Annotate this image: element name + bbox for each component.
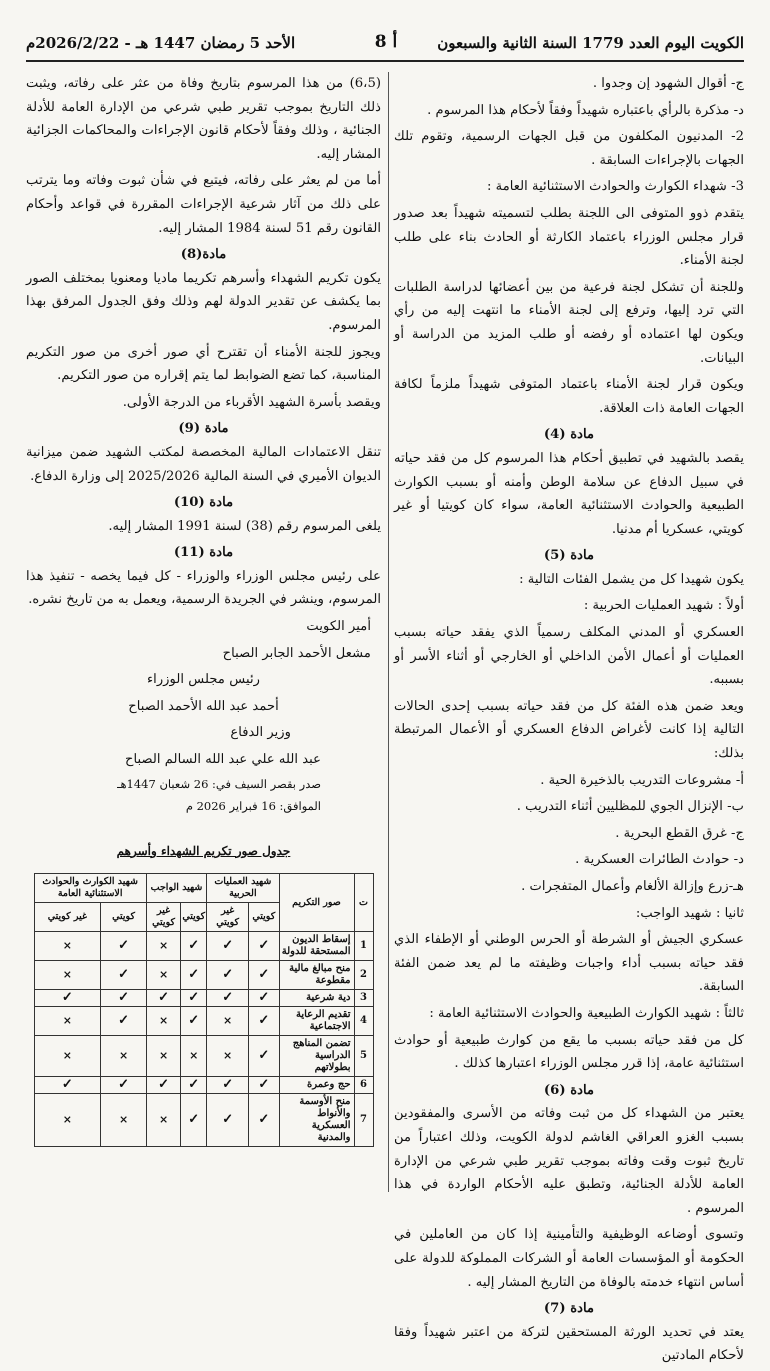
cross-icon: ×	[34, 932, 101, 961]
paragraph: ويقصد بأسرة الشهيد الأقرباء من الدرجة الأولى.	[122, 394, 381, 410]
check-icon: ✓	[181, 990, 207, 1007]
table-row	[34, 932, 373, 961]
paragraph: يقصد بالشهيد في تطبيق أحكام هذا المرسوم كل من فقد حياته في سبيل الدفاع عن سلامة الوطن وأمنه أو بسبب الكوارث الطبيعية والحوادث الاستثنائية العامة، سواء كان كويتيا أو غير كويتي، عسكريا أم مدنيا.	[394, 450, 744, 537]
article-heading: مادة (6)	[543, 1082, 595, 1098]
paragraph: على رئيس مجلس الوزراء والوزراء - كل فيما يخصه - تنفيذ هذا المرسوم، وينشر في الجريدة الرسمية، ويعمل به من تاريخ نشره.	[26, 568, 381, 608]
paragraph: ويعد ضمن هذه الفئة كل من فقد حياته بسبب إحدى الحالات التالية إذا كانت لأغراض الدفاع العسكري أو الأعمال المرتبطة بذلك:	[394, 698, 744, 762]
article-heading: مادة (9)	[178, 421, 229, 437]
right-column	[394, 72, 744, 1371]
table-row	[34, 990, 373, 1007]
column-divider	[388, 72, 389, 1192]
defense-name: عبد الله علي عبد الله السالم الصباح	[124, 752, 321, 768]
paragraph: يتقدم ذوو المتوفى الى اللجنة بطلب لتسميته شهيداً بعد صدور قرار مجلس الوزراء باعتماد الكارثة أو الحادث بناء على طلب لجنة الأمناء.	[394, 205, 744, 269]
row-number: 7	[354, 1094, 373, 1147]
cross-icon: ×	[207, 1007, 249, 1036]
check-icon: ✓	[249, 932, 279, 961]
group-header-military: شهيد العمليات الحربية	[207, 874, 279, 903]
issued-place-date: صدر بقصر السيف في: 26 شعبان 1447هـ	[117, 776, 321, 791]
paragraph: ثالثاً : شهيد الكوارث الطبيعية والحوادث الاستثنائية العامة :	[429, 1005, 744, 1021]
row-number: 4	[354, 1007, 373, 1036]
paragraph: ج- غرق القطع البحرية .	[615, 825, 744, 841]
cross-icon: ×	[34, 1036, 101, 1077]
paragraph: د- مذكرة بالرأي باعتباره شهيداً وفقاً لأحكام هذا المرسوم .	[427, 102, 744, 118]
paragraph: أولاً : شهيد العمليات الحربية :	[583, 598, 744, 614]
amir-title: أمير الكويت	[306, 619, 371, 635]
check-icon: ✓	[181, 1094, 207, 1147]
paragraph: يعتبر من الشهداء كل من ثبت وفاته من الأسرى والمفقودين بسبب الغزو العراقي الغاشم لدولة الكويت، وذلك اعتباراً من تاريخ ثبوت وقت وفاته بموجب تقرير طبي شرعي من الإدارة العامة للأدلة الجنائية، وتطبق عليه الأحكام الواردة في هذا المرسوم .	[394, 1106, 744, 1216]
paragraph: ثانيا : شهيد الواجب:	[635, 905, 744, 921]
check-icon: ✓	[101, 1077, 147, 1094]
check-icon: ✓	[101, 932, 147, 961]
paragraph: د- حوادث الطائرات العسكرية .	[575, 852, 744, 868]
honor-type: دية شرعية	[279, 990, 354, 1007]
article-heading: مادة (10)	[173, 495, 234, 511]
honor-type: تقديم الرعاية الاجتماعية	[279, 1007, 354, 1036]
row-number: 3	[354, 990, 373, 1007]
check-icon: ✓	[207, 990, 249, 1007]
paragraph: وللجنة أن تشكل لجنة فرعية من بين أعضائها لدراسة الطلبات التي ترد إليها، وترفع إلى لجنة الأمناء ما انتهت إليه من رأي ويكون لها اعتماده أو رفضه أو طلب المزيد من الدراسة أو البيانات.	[394, 279, 744, 366]
cross-icon: ×	[181, 1036, 207, 1077]
cross-icon: ×	[146, 1094, 181, 1147]
left-column	[26, 72, 381, 1147]
subheader-non-kuwaiti: غير كويتي	[146, 903, 181, 932]
check-icon: ✓	[146, 1077, 181, 1094]
honor-type: منح مبالغ مالية مقطوعة	[279, 961, 354, 990]
paragraph: أما من لم يعثر على رفاته، فيتبع في شأن ثبوت وفاته وما يترتب على ذلك من آثار شرعية الإجراءات المقررة في قواعد وأحكام القانون رقم 51 لسنة 1984 المشار إليه.	[26, 173, 381, 236]
row-number: 2	[354, 961, 373, 990]
honor-type: حج وعمرة	[279, 1077, 354, 1094]
check-icon: ✓	[207, 1094, 249, 1147]
check-icon: ✓	[34, 1077, 101, 1094]
issue-date: الأحد 5 رمضان 1447 هـ - 2026/2/22م	[26, 34, 296, 52]
paragraph: 2- المدنيون المكلفون من قبل الجهات الرسمية، وتقوم تلك الجهات بالإجراءات السابقة .	[394, 129, 744, 168]
page-number: أ 8	[374, 32, 398, 52]
issue-info: الكويت اليوم العدد 1779 السنة الثانية والسبعون	[437, 34, 744, 52]
defense-title: وزير الدفاع	[230, 725, 291, 741]
check-icon: ✓	[181, 961, 207, 990]
table-row	[34, 961, 373, 990]
subheader-non-kuwaiti: غير كويتي	[34, 903, 101, 932]
paragraph: يكون شهيدا كل من يشمل الفئات التالية :	[519, 571, 744, 587]
paragraph: ويجوز للجنة الأمناء أن تقترح أي صور أخرى من صور التكريم المناسبة، كما تضع الضوابط لما يتم إقراره من صور التكريم.	[26, 344, 381, 384]
pm-name: أحمد عبد الله الأحمد الصباح	[128, 698, 279, 714]
table-row	[34, 1094, 373, 1147]
table-row	[34, 1007, 373, 1036]
cross-icon: ×	[101, 1036, 147, 1077]
check-icon: ✓	[34, 990, 101, 1007]
col-item-header: صور التكريم	[279, 874, 354, 932]
check-icon: ✓	[249, 1077, 279, 1094]
cross-icon: ×	[146, 932, 181, 961]
paragraph: يكون تكريم الشهداء وأسرهم تكريما ماديا ومعنويا بمختلف الصور بما يكشف عن تقدير الدولة لهم وذلك وفق الجدول المرفق بهذا المرسوم.	[26, 270, 381, 333]
pm-title: رئيس مجلس الوزراء	[146, 672, 261, 688]
corresponding-date: الموافق: 16 فبراير 2026 م	[185, 798, 321, 813]
col-number-header: ت	[354, 874, 373, 932]
cross-icon: ×	[146, 961, 181, 990]
signature-block	[26, 615, 381, 816]
check-icon: ✓	[146, 990, 181, 1007]
check-icon: ✓	[249, 990, 279, 1007]
table-row	[34, 1077, 373, 1094]
cross-icon: ×	[146, 1036, 181, 1077]
subheader-kuwaiti: كويتي	[101, 903, 147, 932]
check-icon: ✓	[249, 1007, 279, 1036]
check-icon: ✓	[101, 990, 147, 1007]
row-number: 5	[354, 1036, 373, 1077]
honor-type: تضمن المناهج الدراسية بطولاتهم	[279, 1036, 354, 1077]
article-heading: مادة (11)	[173, 545, 234, 561]
cross-icon: ×	[207, 1036, 249, 1077]
table-title: جدول صور تكريم الشهداء وأسرهم	[116, 843, 291, 858]
page-header	[26, 8, 744, 62]
gazette-page	[0, 8, 770, 1364]
paragraph: ويكون قرار لجنة الأمناء باعتماد المتوفى شهيداً ملزماً لكافة الجهات العامة ذات العلاقة.	[394, 377, 744, 416]
group-header-disaster: شهيد الكوارث والحوادث الاستثنائية العامة	[34, 874, 146, 903]
paragraph: يلغى المرسوم رقم (38) لسنة 1991 المشار إليه.	[108, 518, 381, 534]
check-icon: ✓	[249, 961, 279, 990]
cross-icon: ×	[34, 961, 101, 990]
cross-icon: ×	[34, 1007, 101, 1036]
article-heading: مادة (7)	[543, 1301, 595, 1317]
article-heading: مادة(8)	[180, 247, 227, 263]
check-icon: ✓	[101, 961, 147, 990]
check-icon: ✓	[207, 932, 249, 961]
cross-icon: ×	[101, 1094, 147, 1147]
paragraph: ب- الإنزال الجوي للمظليين أثناء التدريب .	[516, 799, 744, 815]
article-heading: مادة (5)	[543, 548, 595, 564]
table-row	[34, 1036, 373, 1077]
cross-icon: ×	[146, 1007, 181, 1036]
group-header-duty: شهيد الواجب	[146, 874, 206, 903]
check-icon: ✓	[181, 932, 207, 961]
amir-name: مشعل الأحمد الجابر الصباح	[222, 645, 371, 661]
honor-type: منح الأوسمة والأنواط العسكرية والمدنية	[279, 1094, 354, 1147]
cross-icon: ×	[34, 1094, 101, 1147]
paragraph: العسكري أو المدني المكلف رسمياً الذي يفقد حياته بسبب العمليات أو أعمال الأمن الداخلي أو الخارجي أو أثناء الأسر أو بسببه.	[394, 625, 744, 688]
article-heading: مادة (4)	[543, 427, 595, 443]
row-number: 6	[354, 1077, 373, 1094]
check-icon: ✓	[249, 1094, 279, 1147]
paragraph: يعتد في تحديد الورثة المستحقين لتركة من اعتبر شهيداً وفقا لأحكام المادتين	[394, 1324, 744, 1364]
paragraph: أ- مشروعات التدريب بالذخيرة الحية .	[540, 772, 744, 788]
paragraph: عسكري الجيش أو الشرطة أو الحرس الوطني أو الإطفاء الذي فقد حياته بسبب أداء واجبات وظيفته ما لم يعد ضمن الفئة السابقة.	[394, 932, 744, 995]
check-icon: ✓	[207, 1077, 249, 1094]
check-icon: ✓	[181, 1077, 207, 1094]
honor-type: إسقاط الديون المستحقة للدولة	[279, 932, 354, 961]
paragraph: هـ-زرع وإزالة الألغام وأعمال المتفجرات .	[521, 879, 744, 894]
paragraph: تنقل الاعتمادات المالية المخصصة لمكتب الشهيد ضمن ميزانية الديوان الأميري في السنة المالية 2025/2026 إلى وزارة الدفاع.	[26, 444, 381, 484]
check-icon: ✓	[181, 1007, 207, 1036]
check-icon: ✓	[101, 1007, 147, 1036]
subheader-kuwaiti: كويتي	[181, 903, 207, 932]
paragraph: (6،5) من هذا المرسوم بتاريخ وفاة من عثر على رفاته، ويثبت ذلك التاريخ بموجب تقرير طبي شرعي من الإدارة العامة للأدلة الجنائية ، وذلك وفقاً لأحكام قانون الإجراءات والمحاكمات الجزائية المشار إليه.	[26, 76, 381, 162]
subheader-non-kuwaiti: غير كويتي	[207, 903, 249, 932]
paragraph: وتسوى أوضاعه الوظيفية والتأمينية إذا كان من العاملين في الحكومة أو المؤسسات العامة أو الشركات المملوكة للدولة على أساس انتهاء خدمته بالوفاة من التاريخ المشار إليه .	[394, 1227, 744, 1290]
paragraph: ج- أقوال الشهود إن وجدوا .	[592, 76, 744, 91]
paragraph: كل من فقد حياته بسبب ما يقع من كوارث طبيعية أو حوادث استثنائية عامة، إذا قرر مجلس الوزراء اعتبارها كذلك .	[394, 1032, 744, 1072]
paragraph: 3- شهداء الكوارث والحوادث الاستثنائية العامة :	[486, 179, 744, 195]
subheader-kuwaiti: كويتي	[249, 903, 279, 932]
honors-table	[34, 873, 374, 1147]
row-number: 1	[354, 932, 373, 961]
check-icon: ✓	[207, 961, 249, 990]
check-icon: ✓	[249, 1036, 279, 1077]
